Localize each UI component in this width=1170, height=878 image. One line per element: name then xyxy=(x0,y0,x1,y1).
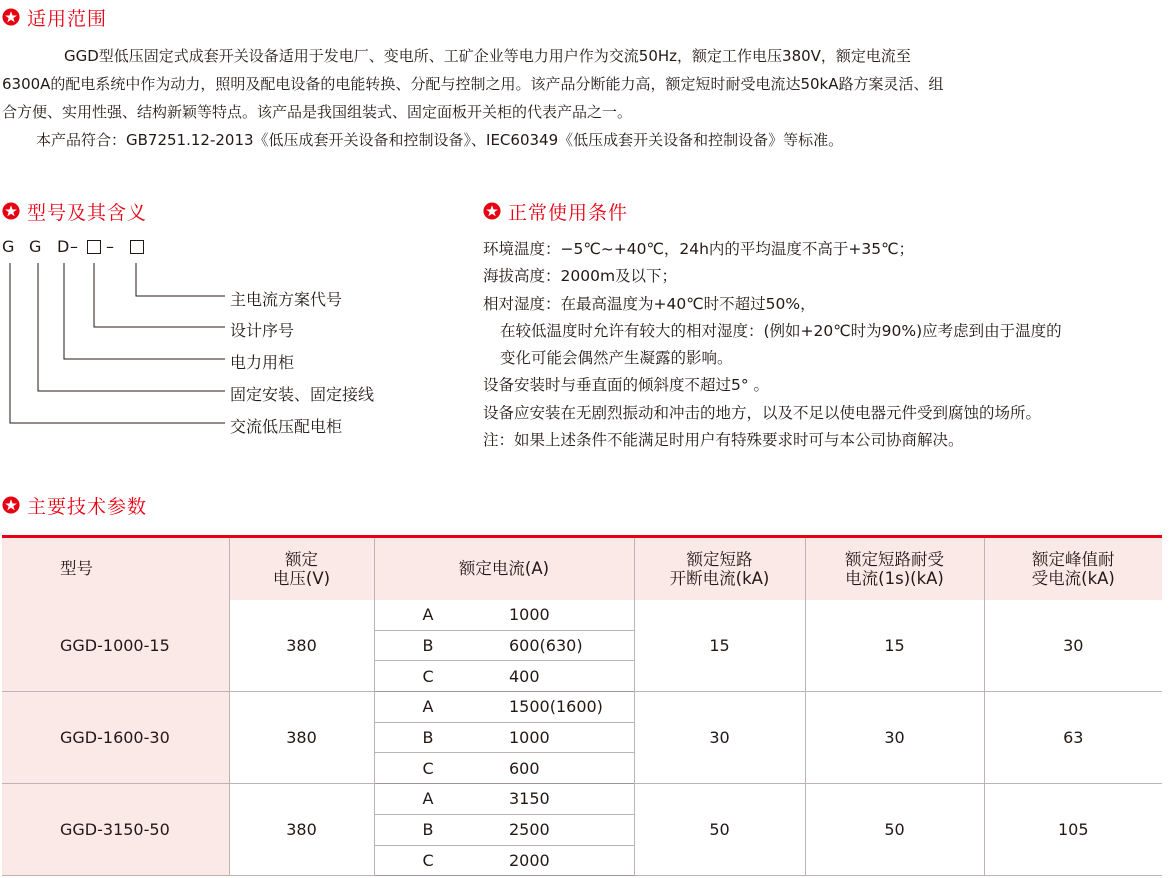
table-header-row xyxy=(2,537,1162,600)
text-line: GGD型低压固定式成套开关设备适用于发电厂、变电所、工矿企业等电力用户作为交流50Hz，额定工作电压380V，额定电流至 xyxy=(64,47,911,65)
header-line: 额定短路 xyxy=(686,549,753,569)
text-line: 合方便、实用性强、结构新颖等特点。该产品是我国组装式、固定面板开关柜的代表产品之一。 xyxy=(2,103,633,121)
cell-grade: C xyxy=(374,661,464,692)
header-current: 额定电流(A) xyxy=(374,537,634,600)
cell-current: 2000 xyxy=(464,845,634,876)
section-heading-model xyxy=(2,197,147,225)
cell-grade: A xyxy=(374,600,464,631)
code-letter-d: D xyxy=(57,237,70,256)
leader-line xyxy=(94,263,225,327)
cell-grade: C xyxy=(374,753,464,784)
diagram-label: 主电流方案代号 xyxy=(230,290,343,309)
diagram-label: 电力用柜 xyxy=(230,353,295,372)
diagram-label: 交流低压配电柜 xyxy=(230,417,343,436)
section-heading-specs xyxy=(2,491,147,519)
section-title: 适用范围 xyxy=(27,7,108,30)
cell-grade: B xyxy=(374,630,464,661)
condition-line: 变化可能会偶然产生凝露的影响。 xyxy=(500,349,733,368)
header-peak xyxy=(984,537,1162,600)
star-circle-icon xyxy=(2,8,20,26)
diagram-label: 固定安装、固定接线 xyxy=(230,385,375,404)
header-model: 型号 xyxy=(60,559,93,579)
conditions-list xyxy=(483,236,1168,454)
condition-line: 设备安装时与垂直面的倾斜度不超过5° 。 xyxy=(483,376,770,395)
cell-withstand: 15 xyxy=(805,600,984,692)
header-line: 受电流(kA) xyxy=(1031,568,1115,588)
section-title: 正常使用条件 xyxy=(508,201,629,224)
condition-line: 设备应安装在无剧烈振动和冲击的地方，以及不足以使电器元件受到腐蚀的场所。 xyxy=(483,403,1042,422)
condition-line: 注：如果上述条件不能满足时用户有特殊要求时可与本公司协商解决。 xyxy=(483,431,964,450)
table-row xyxy=(2,692,1162,723)
header-voltage xyxy=(229,537,374,600)
cell-grade: C xyxy=(374,845,464,876)
header-line: 额定峰值耐 xyxy=(1032,549,1115,569)
section-heading-scope xyxy=(2,3,107,31)
cell-current: 1500(1600) xyxy=(464,692,634,723)
placeholder-box xyxy=(87,240,101,254)
header-line: 额定 xyxy=(285,549,318,569)
cell-current: 400 xyxy=(464,661,634,692)
table-row xyxy=(2,600,1162,631)
cell-model: GGD-1600-30 xyxy=(2,692,229,784)
code-dash: – xyxy=(70,237,78,256)
table-row xyxy=(2,784,1162,815)
cell-current: 3150 xyxy=(464,784,634,815)
cell-withstand: 50 xyxy=(805,784,984,876)
cell-current: 2500 xyxy=(464,814,634,845)
cell-grade: A xyxy=(374,692,464,723)
cell-voltage: 380 xyxy=(229,692,374,784)
placeholder-box xyxy=(130,240,144,254)
header-breaking xyxy=(634,537,805,600)
header-line: 额定短路耐受 xyxy=(845,549,945,569)
code-letter-g: G xyxy=(2,237,15,256)
cell-model: GGD-3150-50 xyxy=(2,784,229,876)
leader-line xyxy=(64,263,225,359)
cell-withstand: 30 xyxy=(805,692,984,784)
cell-peak: 63 xyxy=(984,692,1162,784)
section-title: 主要技术参数 xyxy=(27,495,148,518)
cell-grade: B xyxy=(374,814,464,845)
cell-current: 1000 xyxy=(464,722,634,753)
cell-voltage: 380 xyxy=(229,784,374,876)
cell-model: GGD-1000-15 xyxy=(2,600,229,692)
section-title: 型号及其含义 xyxy=(27,201,148,224)
scope-paragraph xyxy=(2,42,1168,154)
code-dash: – xyxy=(106,237,114,256)
text-line: 本产品符合：GB7251.12-2013《低压成套开关设备和控制设备》、IEC60349《低压成套开关设备和控制设备》等标准。 xyxy=(36,131,844,149)
condition-line: 在较低温度时允许有较大的相对湿度：(例如+20℃时为90%)应考虑到由于温度的 xyxy=(500,321,1062,340)
cell-voltage: 380 xyxy=(229,600,374,692)
cell-breaking: 50 xyxy=(634,784,805,876)
cell-peak: 105 xyxy=(984,784,1162,876)
star-circle-icon xyxy=(2,202,20,220)
condition-line: 相对湿度：在最高温度为+40℃时不超过50%， xyxy=(483,294,816,313)
text-line: 6300A的配电系统中作为动力，照明及配电设备的电能转换、分配与控制之用。该产品分断能力高，额定短时耐受电流达50kA路方案灵活、组 xyxy=(2,75,944,93)
model-diagram-lines xyxy=(0,255,240,435)
cell-current: 600 xyxy=(464,753,634,784)
header-withstand xyxy=(805,537,984,600)
section-heading-conditions xyxy=(483,197,628,225)
cell-current: 1000 xyxy=(464,600,634,631)
condition-line: 环境温度：−5℃~+40℃，24h内的平均温度不高于+35℃； xyxy=(483,240,915,258)
cell-peak: 30 xyxy=(984,600,1162,692)
star-circle-icon xyxy=(483,202,501,220)
condition-line: 海拔高度：2000m及以下； xyxy=(483,267,678,286)
cell-breaking: 15 xyxy=(634,600,805,692)
leader-line xyxy=(136,263,225,296)
cell-grade: A xyxy=(374,784,464,815)
cell-breaking: 30 xyxy=(634,692,805,784)
leader-line xyxy=(10,263,225,423)
header-line: 电流(1s)(kA) xyxy=(845,568,944,588)
spec-table xyxy=(2,535,1162,876)
cell-current: 600(630) xyxy=(464,630,634,661)
cell-grade: B xyxy=(374,722,464,753)
star-circle-icon xyxy=(2,496,20,514)
code-letter-g: G xyxy=(29,237,42,256)
header-line: 开断电流(kA) xyxy=(669,568,770,588)
diagram-label: 设计序号 xyxy=(230,321,295,340)
header-line: 电压(V) xyxy=(272,568,331,588)
